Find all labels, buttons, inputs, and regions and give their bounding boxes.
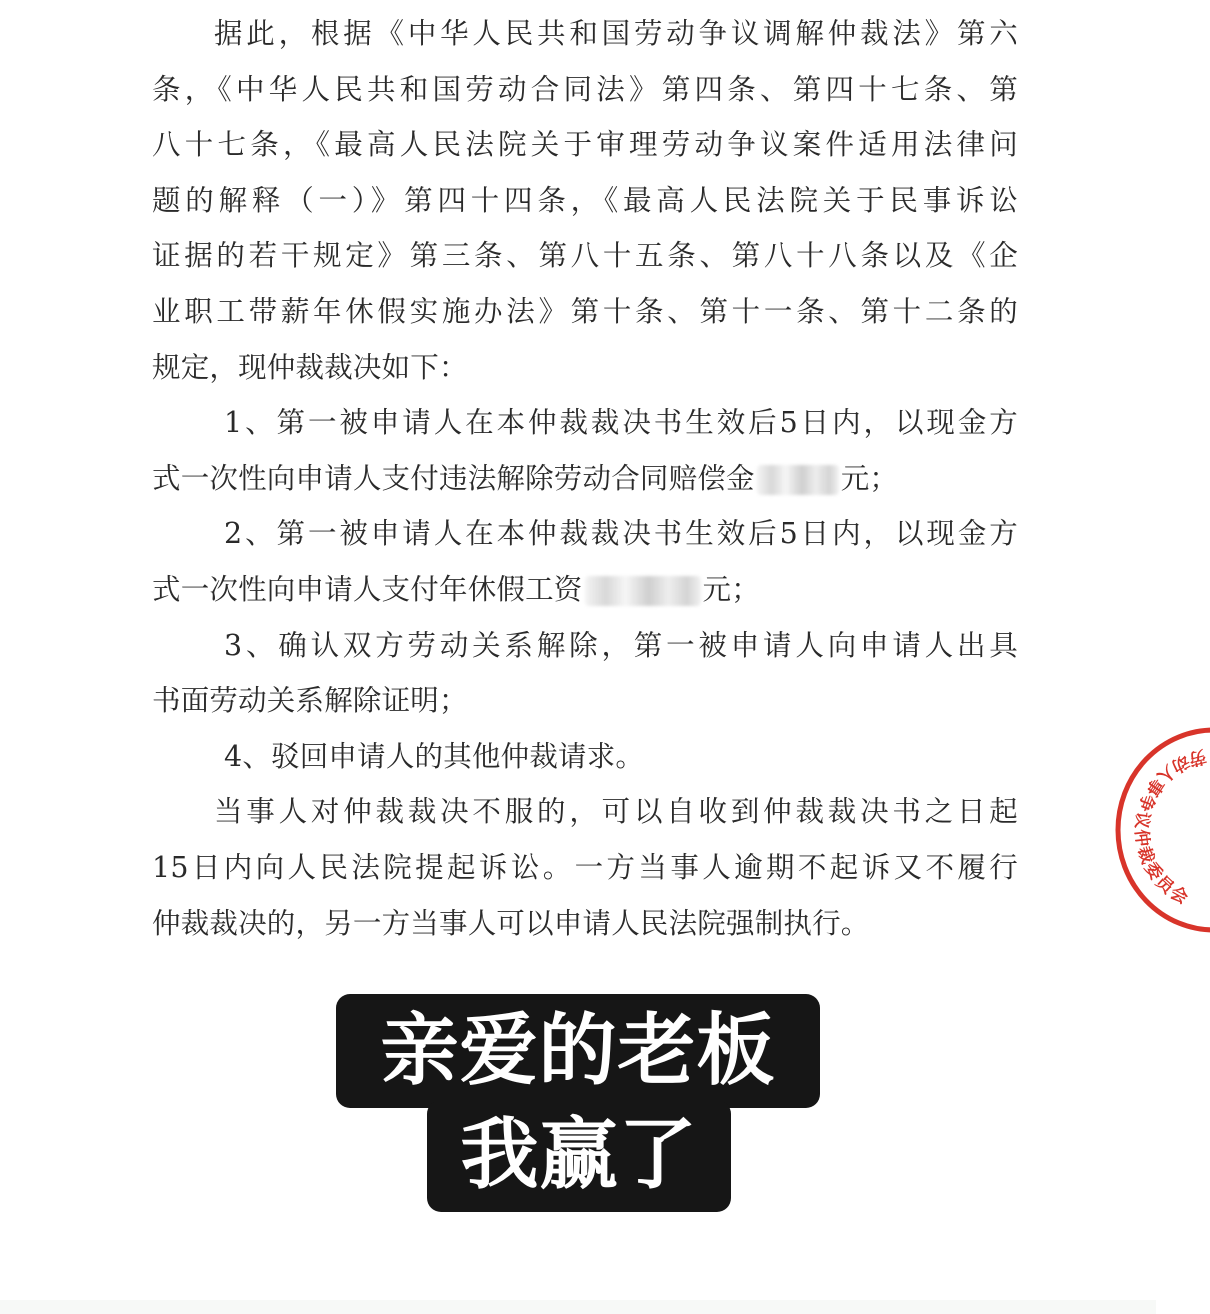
appeal-line-3: 仲裁裁决的，另一方当事人可以申请人民法院强制执行。 — [152, 906, 870, 940]
item-1-line-2 — [152, 451, 1018, 507]
item-3-line-1: 3、确认双方劳动关系解除，第一被申请人向申请人出具 — [224, 628, 1018, 662]
basis-line-7: 规定，现仲裁裁决如下： — [152, 350, 468, 384]
appeal-line-1: 当事人对仲裁裁决不服的，可以自收到仲裁裁决书之日起 — [214, 795, 1018, 829]
redacted-amount — [585, 576, 701, 606]
svg-text:劳动人事争议仲裁委员会 — [1130, 745, 1207, 909]
bottom-strip — [0, 1300, 1156, 1314]
item-1-line-1: 1、第一被申请人在本仲裁裁决书生效后5日内，以现金方 — [224, 406, 1018, 440]
basis-line-2: 条，《中华人民共和国劳动合同法》第四条、第四十七条、第 — [152, 72, 1018, 106]
item-1-text: 式一次性向申请人支付违法解除劳动合同赔偿金 — [152, 461, 755, 495]
item-3-line-2: 书面劳动关系解除证明； — [152, 684, 468, 718]
item-2-line-2 — [152, 562, 1018, 618]
item-2-line-1: 2、第一被申请人在本仲裁裁决书生效后5日内，以现金方 — [224, 517, 1018, 551]
basis-line-3: 八十七条，《最高人民法院关于审理劳动争议案件适用法律问 — [152, 128, 1018, 162]
item-4-line: 4、驳回申请人的其他仲裁请求。 — [224, 739, 645, 773]
item-2-unit: 元； — [702, 572, 760, 606]
seal-text: 劳动人事争议仲裁委员会 — [1130, 745, 1208, 910]
item-1-unit: 元； — [840, 461, 899, 495]
basis-line-5: 证据的若干规定》第三条、第八十五条、第八十八条以及《企 — [152, 239, 1018, 273]
basis-line-6: 业职工带薪年休假实施办法》第十条、第十一条、第十二条的 — [152, 294, 1018, 328]
appeal-line-2: 15日内向人民法院提起诉讼。一方当事人逾期不起诉又不履行 — [152, 850, 1018, 884]
basis-line-1: 据此，根据《中华人民共和国劳动争议调解仲裁法》第六 — [214, 17, 1018, 50]
caption-line-2: 我赢了 — [427, 1100, 731, 1212]
official-seal-icon — [1110, 722, 1210, 932]
caption-line-1: 亲爱的老板 — [336, 994, 820, 1108]
basis-line-4: 题的解释（一）》第四十四条，《最高人民法院关于民事诉讼 — [152, 183, 1018, 217]
arbitration-award-text — [152, 6, 1018, 951]
redacted-amount — [757, 465, 839, 495]
item-2-text: 式一次性向申请人支付年休假工资 — [152, 572, 583, 606]
